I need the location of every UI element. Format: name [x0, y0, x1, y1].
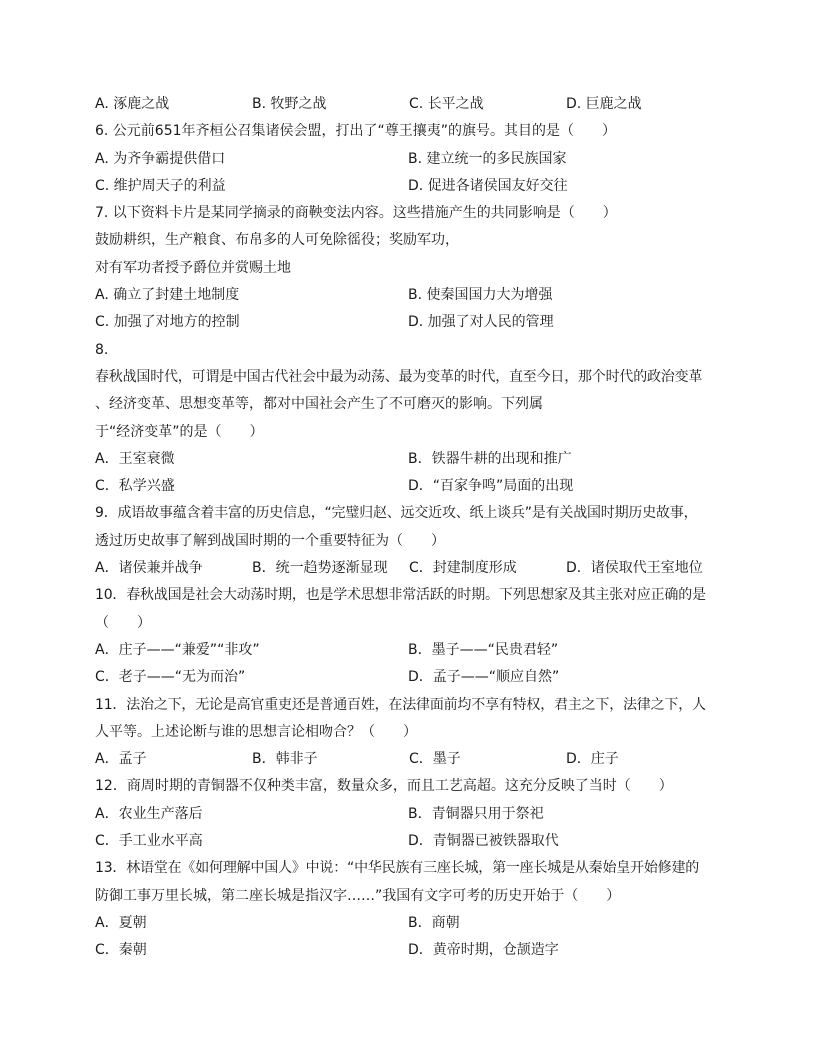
q7-option-a: A. 确立了封建土地制度: [95, 287, 240, 304]
q5-option-c: C. 长平之战: [409, 96, 484, 112]
q7-material-line: 对有军功者授予爵位并赏赐土地: [95, 259, 291, 276]
q11-option-d: D．庄子: [566, 751, 619, 768]
q13-stem-line: 防御工事万里长城，第二座长城是指汉字……”我国有文字可考的历史开始于（ ）: [95, 887, 621, 904]
q13-option-a: A．夏朝: [95, 914, 147, 931]
q9-options: [95, 555, 725, 582]
q9-stem-line: 9．成语故事蕴含着丰富的历史信息，“完璧归赵、远交近攻、纸上谈兵”是有关战国时期历史故事，: [95, 505, 698, 522]
q12-option-b: B．青铜器只用于祭祀: [408, 805, 544, 822]
q6-option-d: D. 促进各诸侯国友好交往: [408, 177, 568, 194]
q8-option-d: D．“百家争鸣”局面的出现: [408, 478, 574, 495]
q6-stem: 6. 公元前651年齐桓公召集诸侯会盟，打出了“尊王攘夷”的旗号。其目的是（ ）: [95, 123, 617, 140]
q7-option-b: B. 使秦国国力大为增强: [408, 287, 553, 304]
q10-option-b: B．墨子——“民贵君轻”: [408, 641, 559, 658]
q6-options-row1: [95, 146, 725, 173]
q11-option-b: B．韩非子: [252, 751, 318, 768]
q8-stem-line: 春秋战国时代，可谓是中国古代社会中最为动荡、最为变革的时代，直至今日，那个时代的政治变革: [95, 368, 703, 385]
q6-option-a: A. 为齐争霸提供借口: [95, 150, 226, 167]
q8-options-row2: [95, 473, 725, 500]
q7-option-d: D. 加强了对人民的管理: [408, 314, 554, 331]
q6-option-b: B. 建立统一的多民族国家: [408, 150, 567, 167]
q7-options-row1: [95, 282, 725, 309]
q13-option-b: B．商朝: [408, 914, 460, 931]
q5-option-b: B. 牧野之战: [252, 96, 327, 112]
q9-option-d: D．诸侯取代王室地位: [566, 560, 703, 577]
q5-option-d: D. 巨鹿之战: [566, 96, 642, 112]
q12-options-row2: [95, 828, 725, 855]
q10-options-row1: [95, 637, 725, 664]
q10-stem-line: （ ）: [95, 614, 151, 631]
q12-option-d: D．青铜器已被铁器取代: [408, 833, 559, 850]
q10-options-row2: [95, 664, 725, 691]
q11-option-a: A．孟子: [95, 751, 147, 768]
q10-option-d: D．孟子——“顺应自然”: [408, 669, 560, 686]
q7-material-line: 鼓励耕织，生产粮食、布帛多的人可免除徭役；奖励军功，: [95, 232, 459, 249]
q7-stem: 7. 以下资料卡片是某同学摘录的商鞅变法内容。这些措施产生的共同影响是（ ）: [95, 205, 617, 222]
q13-options-row1: [95, 910, 725, 937]
q10-option-a: A．庄子——“兼爱”“非攻”: [95, 641, 260, 658]
q8-stem-line: 、经济变革、思想变革等，都对中国社会产生了不可磨灭的影响。下列属: [95, 396, 543, 413]
q9-option-b: B．统一趋势逐渐显现: [252, 560, 388, 577]
q9-option-a: A．诸侯兼并战争: [95, 560, 203, 577]
q8-option-c: C．私学兴盛: [95, 478, 175, 495]
q8-options-row1: [95, 446, 725, 473]
q9-option-c: C．封建制度形成: [409, 560, 517, 577]
q11-option-c: C．墨子: [409, 751, 461, 768]
q6-option-c: C. 维护周天子的利益: [95, 177, 226, 194]
q13-options-row2: [95, 937, 725, 964]
q11-stem-line: 11．法治之下，无论是高官重吏还是普通百姓，在法律面前均不享有特权，君主之下，法律之下，人: [95, 696, 706, 713]
q12-option-c: C．手工业水平高: [95, 833, 203, 850]
q8-option-a: A．王室衰微: [95, 450, 175, 467]
q5-option-a: A. 涿鹿之战: [95, 96, 170, 112]
q8-stem-line: 于“经济变革”的是（ ）: [95, 423, 264, 440]
exam-page: [95, 91, 725, 965]
q12-options-row1: [95, 801, 725, 828]
q13-stem-line: 13．林语堂在《如何理解中国人》中说：“中华民族有三座长城，第一座长城是从秦始皇开始修建的: [95, 860, 700, 877]
q13-option-d: D．黄帝时期，仓颉造字: [408, 942, 559, 959]
q13-option-c: C．秦朝: [95, 942, 147, 959]
q11-options: [95, 746, 725, 773]
q10-option-c: C．老子——“无为而治”: [95, 669, 246, 686]
q6-options-row2: [95, 173, 725, 200]
q11-stem-line: 人平等。上述论断与谁的思想言论相吻合？（ ）: [95, 723, 417, 740]
q10-stem-line: 10．春秋战国是社会大动荡时期，也是学术思想非常活跃的时期。下列思想家及其主张对应正确的是: [95, 587, 706, 604]
q7-option-c: C. 加强了对地方的控制: [95, 314, 240, 331]
q8-number: 8.: [95, 341, 109, 358]
q12-stem: 12．商周时期的青铜器不仅种类丰富，数量众多，而且工艺高超。这充分反映了当时（ ）: [95, 778, 673, 795]
q9-stem-line: 透过历史故事了解到战国时期的一个重要特征为（ ）: [95, 532, 445, 549]
q5-options: [95, 91, 725, 118]
q7-options-row2: [95, 309, 725, 336]
q8-option-b: B．铁器牛耕的出现和推广: [408, 450, 572, 467]
q12-option-a: A．农业生产落后: [95, 805, 203, 822]
